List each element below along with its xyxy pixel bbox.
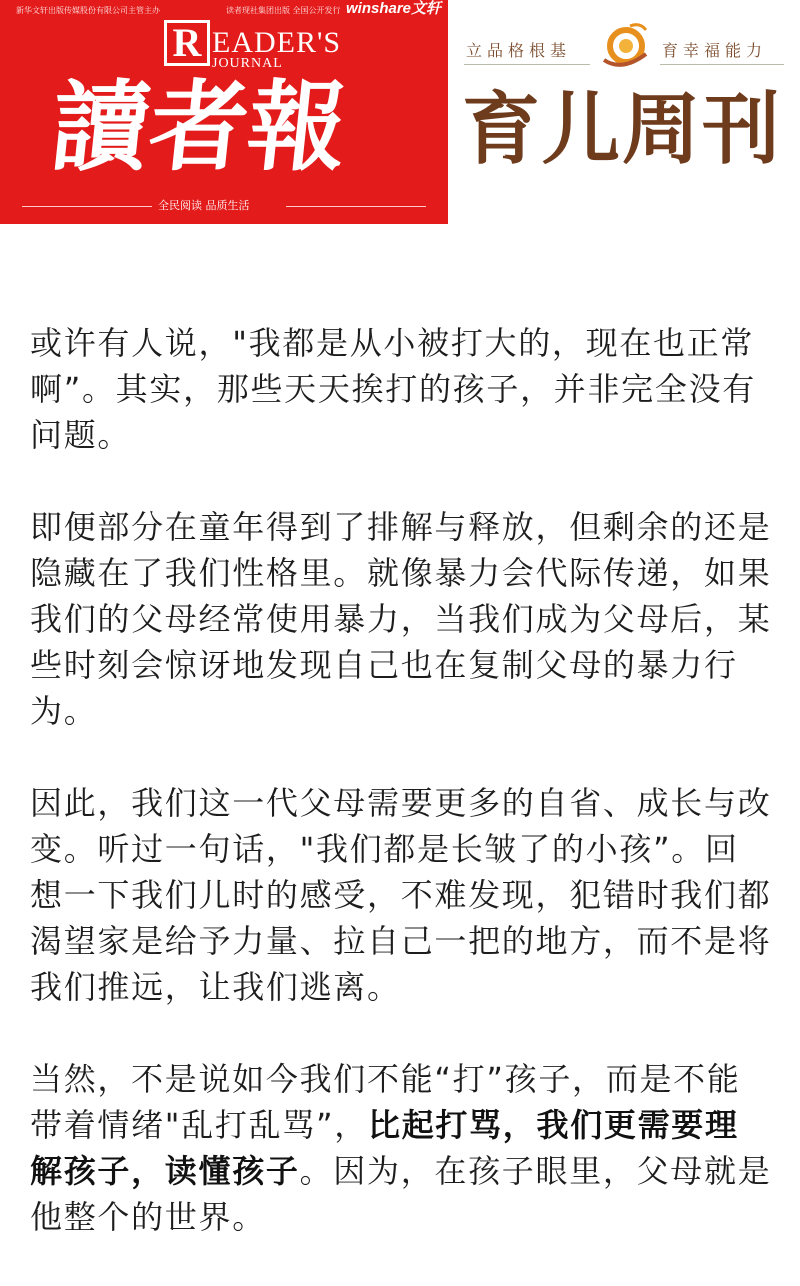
slogan-divider-right	[286, 206, 426, 207]
readers-topline	[16, 0, 442, 18]
article-paragraph-2: 即便部分在童年得到了排解与释放，但剩余的还是隐藏在了我们性格里。就像暴力会代际传递，如果我们的父母经常使用暴力，当我们成为父母后，某些时刻会惊讶地发现自己也在复制父母的暴力行为。	[30, 508, 772, 730]
readers-slogan-row	[22, 196, 426, 216]
parenting-weekly-banner	[448, 0, 800, 224]
readers-journal-banner	[0, 0, 448, 224]
masthead-cn-title: 讀者報	[46, 70, 353, 185]
masthead-en-journal: JOURNAL	[212, 56, 283, 71]
readers-slogan: 全民阅读 品质生活	[158, 199, 250, 212]
article-body	[30, 320, 772, 1286]
parenting-weekly-title: 育儿周刊	[462, 85, 783, 175]
masthead-r-logo: R	[164, 20, 210, 66]
article-paragraph-3: 因此，我们这一代父母需要更多的自省、成长与改变。听过一句话，"我们都是长皱了的小孩”。回想一下我们儿时的感受，不难发现，犯错时我们都渴望家是给予力量、拉自己一把的地方，而不是将我们推远，让我们逃离。	[30, 784, 772, 1006]
slogan-divider-left	[22, 206, 152, 207]
paragraph-4-lead: 当然，不是说如今我们不能“打”孩子，而是不能带着情绪"乱打乱骂”，	[30, 1060, 741, 1144]
paragraph-4-tail: 。因为，在孩子眼里，父母就是他整个的世界。	[30, 1152, 772, 1236]
masthead-en-readers: EADER'S	[212, 26, 342, 59]
article-paragraph-1: 或许有人说，"我都是从小被打大的，现在也正常啊”。其实，那些天天挨打的孩子，并非完全没有问题。	[30, 324, 756, 454]
winshare-brand: winshare文轩	[346, 0, 442, 17]
publisher-line: 新华文轩出版传媒股份有限公司主管主办	[16, 6, 160, 15]
co-publisher-line: 读者现社集团出版 全国公开发行	[226, 6, 341, 15]
parenting-rule-left	[464, 64, 590, 65]
sun-swirl-logo-icon	[596, 20, 652, 72]
paragraph-4-emphasis: 比起打骂，我们更需要理解孩子，读懂孩子	[30, 1106, 739, 1190]
parenting-rule-right	[660, 64, 784, 65]
article-paragraph-4	[30, 1056, 772, 1240]
parenting-slogan-left: 立品格根基	[466, 41, 572, 60]
parenting-slogan-right: 育幸福能力	[662, 41, 768, 60]
header-banner	[0, 0, 800, 226]
